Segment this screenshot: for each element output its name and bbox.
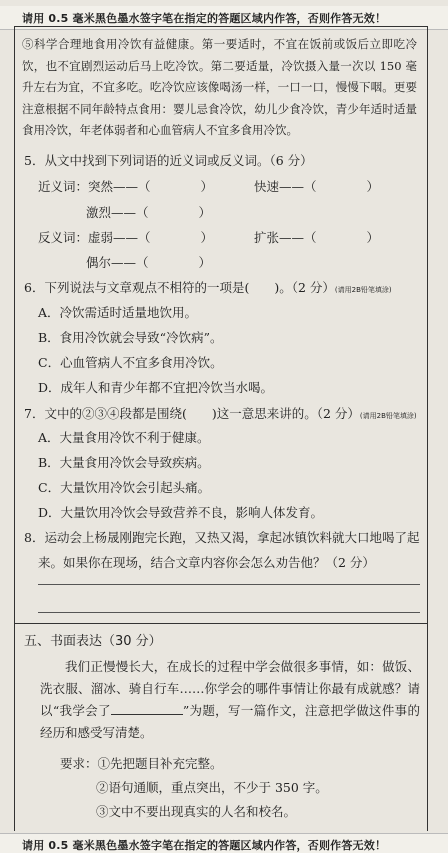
q6-option-b[interactable]: B．食用冷饮就会导致“冷饮病”。	[38, 330, 223, 345]
q5-antonym-row-1[interactable]: 反义词：虚弱——（ ）	[38, 230, 214, 245]
q7-option-a[interactable]: A．大量食用冷饮不利于健康。	[38, 430, 210, 445]
essay-prompt	[40, 656, 420, 744]
q5-antonym-row-2[interactable]: 偶尔——（ ）	[86, 255, 212, 270]
q7-option-b[interactable]: B．大量食用冷饮会导致疾病。	[38, 455, 210, 470]
q8-answer-line-2[interactable]	[38, 612, 420, 613]
q6-option-c[interactable]: C．心血管病人不宜多食用冷饮。	[38, 355, 223, 370]
question-6-note: (请用2B铅笔填涂)	[334, 286, 392, 294]
reading-passage-paragraph-5: ⑤科学合理地食用冷饮有益健康。第一要适时，不宜在饭前或饭后立即吃冷饮，也不宜剧烈运动后马上吃冷饮。第二要适量，冷饮摄入量一次以 150 毫升左右为宜，不宜多吃。吃冷饮应该像喝汤一样，一口一口，慢慢下咽。更要注意根据不同年龄特点食用：婴儿忌食冷饮，幼儿少食冷饮，青少年适时适量食用冷饮，年老体弱者和心血管病人不宜多食用冷饮。	[22, 37, 417, 137]
q5-synonym-row-1b[interactable]: 快速——（ ）	[254, 179, 380, 194]
answer-area-banner-top: 请用 0.5 毫米黑色墨水签字笔在指定的答题区域内作答，否则作答无效！	[0, 6, 448, 30]
q8-answer-line-1[interactable]	[38, 584, 420, 585]
essay-requirement-2: ②语句通顺，重点突出，不少于 350 字。	[96, 780, 328, 795]
q6-option-d[interactable]: D．成年人和青少年都不宜把冷饮当水喝。	[38, 380, 274, 395]
q7-option-d[interactable]: D．大量饮用冷饮会导致营养不良，影响人体发育。	[38, 505, 324, 520]
question-6-text: 6．下列说法与文章观点不相符的一项是( )。（2 分）	[24, 280, 335, 295]
question-7-stem	[24, 404, 417, 422]
question-5-stem: 5．从文中找到下列词语的近义词或反义词。（6 分）	[24, 153, 313, 168]
essay-requirement-3: ③文中不要出现真实的人名和校名。	[96, 804, 297, 819]
title-blank[interactable]	[111, 703, 183, 715]
question-8-line-1: 8．运动会上杨晟刚跑完长跑，又热又渴，拿起冰镇饮料就大口地喝了起	[24, 530, 420, 545]
question-8-line-2: 来。如果你在现场，结合文章内容你会怎么劝告他？（2 分）	[38, 555, 375, 570]
q6-option-a[interactable]: A．冷饮需适时适量地饮用。	[38, 305, 198, 320]
q5-synonym-row-2[interactable]: 激烈——（ ）	[86, 205, 212, 220]
essay-prompt-part-1: 我们正慢慢长大，在成长的过程中学会做很多事情，如：做饭、洗衣服、溜冰、骑自行车……你学会的哪件事情让你最有成就感？请以“我学会了	[40, 659, 420, 718]
essay-requirement-1: 要求：①先把题目补充完整。	[60, 756, 223, 771]
section-5-title: 五、书面表达（30 分）	[24, 634, 162, 649]
answer-area-banner-bottom: 请用 0.5 毫米黑色墨水签字笔在指定的答题区域内作答，否则作答无效！	[0, 833, 448, 853]
essay-prompt-part-2: ”为题，写一篇作文，注意把学做这件事的经历和感受写清楚。	[40, 703, 420, 740]
q5-synonym-row-1[interactable]: 近义词：突然——（ ）	[38, 179, 214, 194]
question-6-stem	[24, 278, 392, 296]
question-7-text: 7．文中的②③④段都是围绕( )这一意思来讲的。（2 分）	[24, 406, 360, 421]
q5-antonym-row-1b[interactable]: 扩张——（ ）	[254, 230, 380, 245]
q7-option-c[interactable]: C．大量饮用冷饮会引起头痛。	[38, 480, 211, 495]
question-7-note: (请用2B铅笔填涂)	[359, 412, 417, 420]
